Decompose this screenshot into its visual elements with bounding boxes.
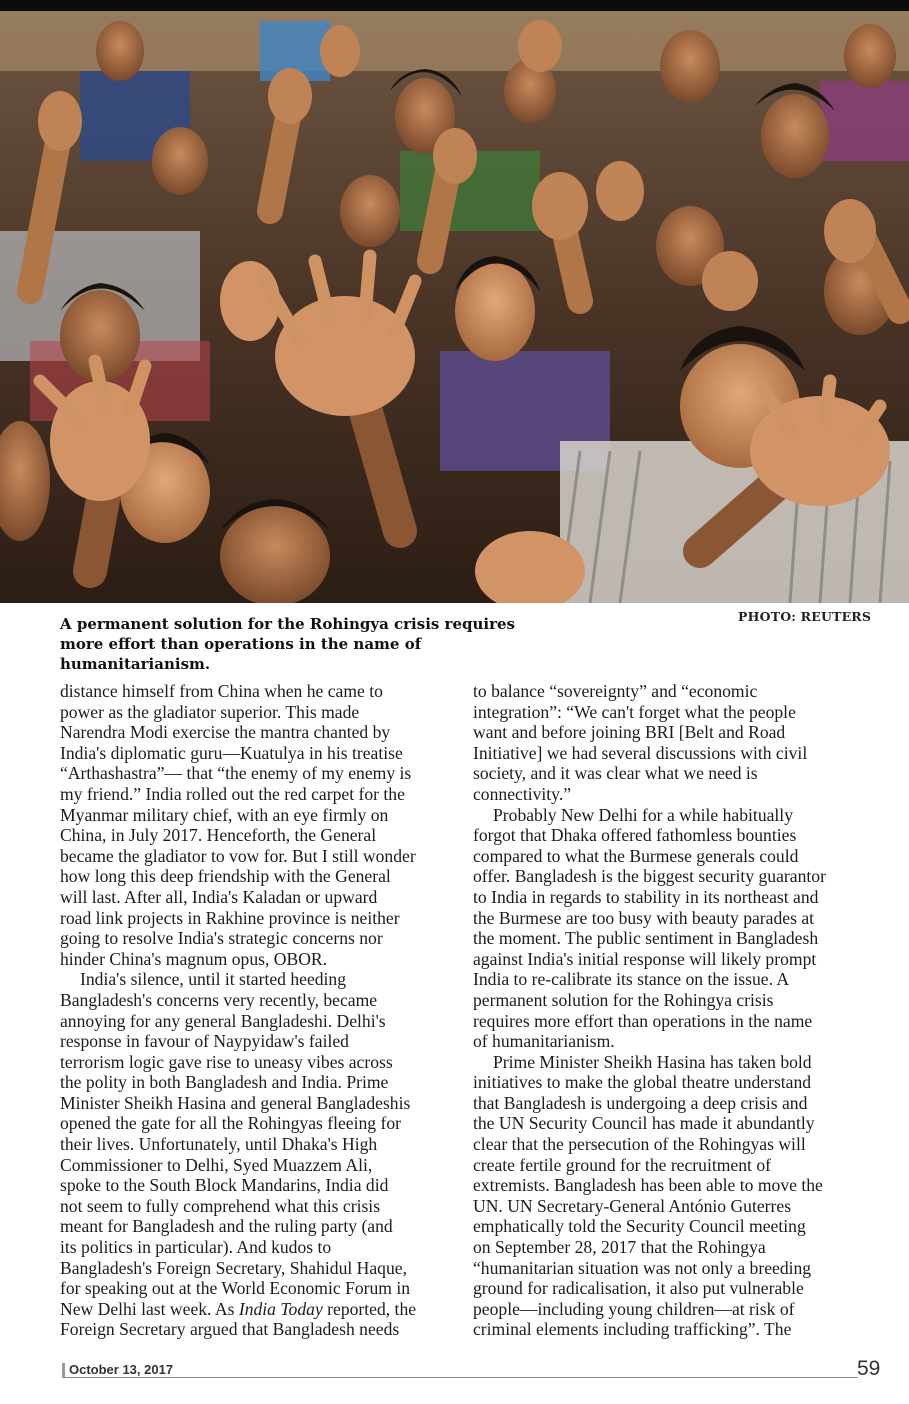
photo-caption: A permanent solution for the Rohingya crisis requires more effort than operations in the name of humanitarianism. bbox=[60, 615, 515, 673]
article-right-column bbox=[473, 681, 865, 1340]
article-left-column bbox=[60, 681, 452, 1340]
paragraph-text: India's silence, until it started heeding Bangladesh's concerns very recently, became annoying for any general Bangladeshi. Delhi's response in favour of Naypyidaw's failed terrorism logic gave rise to uneasy vibes across the polity in both Bangladesh and India. Prime Minister Sheikh Hasina and general Bangladeshis opened the gate for all the Rohingyas fleeing for their lives. Unfortunately, until Dhaka's High Commissioner to Delhi, Syed Muazzem Ali, spoke to the South Block Mandarins, India did not seem to fully comprehend what this crisis meant for Bangladesh and the ruling party (and its politics in particular). And kudos to Bangladesh's Foreign Secretary, Shahidul Haque, for speaking out at the World Economic Forum in New Delhi last week. As bbox=[60, 969, 411, 1319]
article-paragraph: to balance “sovereignty” and “economic integration”: “We can't forget what the people want and before joining BRI [Belt and Road Initiative] we had several discussions with civil society, and it was clear what we need is connectivity.” bbox=[473, 681, 808, 804]
issue-date: October 13, 2017 bbox=[69, 1362, 174, 1377]
publication-name: India Today bbox=[238, 1298, 323, 1319]
article-paragraph: Prime Minister Sheikh Hasina has taken bold initiatives to make the global theatre understand that Bangladesh is undergoing a deep crisis and the UN Security Council has made it abundantly clear that the persecution of the Rohingyas will create fertile ground for the recruitment of extremists. Bangladesh has been able to move the UN. UN Secretary-General António Guterres emphatically told the Security Council meeting on September 28, 2017 that the Rohingya “humanitarian situation was not only a breeding ground for radicalisation, it also put vulnerable people—including young children—at risk of criminal elements including trafficking”. The bbox=[473, 1051, 823, 1340]
top-bar bbox=[0, 0, 909, 11]
page-number: 59 bbox=[857, 1357, 881, 1380]
footer-accent-bar bbox=[62, 1363, 65, 1378]
article-paragraph bbox=[60, 969, 452, 1340]
footer-rule bbox=[62, 1377, 858, 1378]
article-paragraph: distance himself from China when he came to power as the gladiator superior. This made Narendra Modi exercise the mantra chanted by India's diplomatic guru—Kuatulya in his treatise “Arthashastra”— that “the enemy of my enemy is my friend.” India rolled out the red carpet for the Myanmar military chief, with an eye firmly on China, in July 2017. Henceforth, the General became the gladiator to vow for. But I still wonder how long this deep friendship with the General will last. After all, India's Kaladan or upward road link projects in Rakhine province is neither going to resolve India's strategic concerns nor hinder China's magnum opus, OBOR. bbox=[60, 681, 416, 969]
paragraph-text: reported, the Foreign Secretary argued that Bangladesh needs bbox=[60, 1298, 417, 1340]
photo-credit: PHOTO: REUTERS bbox=[738, 609, 872, 624]
article-paragraph: Probably New Delhi for a while habitually forgot that Dhaka offered fathomless bounties compared to what the Burmese generals could offer. Bangladesh is the biggest security guarantor to India in regards to stability in its northeast and the Burmese are too busy with beauty parades at the moment. The public sentiment in Bangladesh against India's initial response will likely prompt India to re-calibrate its stance on the issue. A permanent solution for the Rohingya crisis requires more effort than operations in the name of humanitarianism. bbox=[473, 804, 826, 1052]
refugee-crowd-photo bbox=[0, 11, 909, 603]
